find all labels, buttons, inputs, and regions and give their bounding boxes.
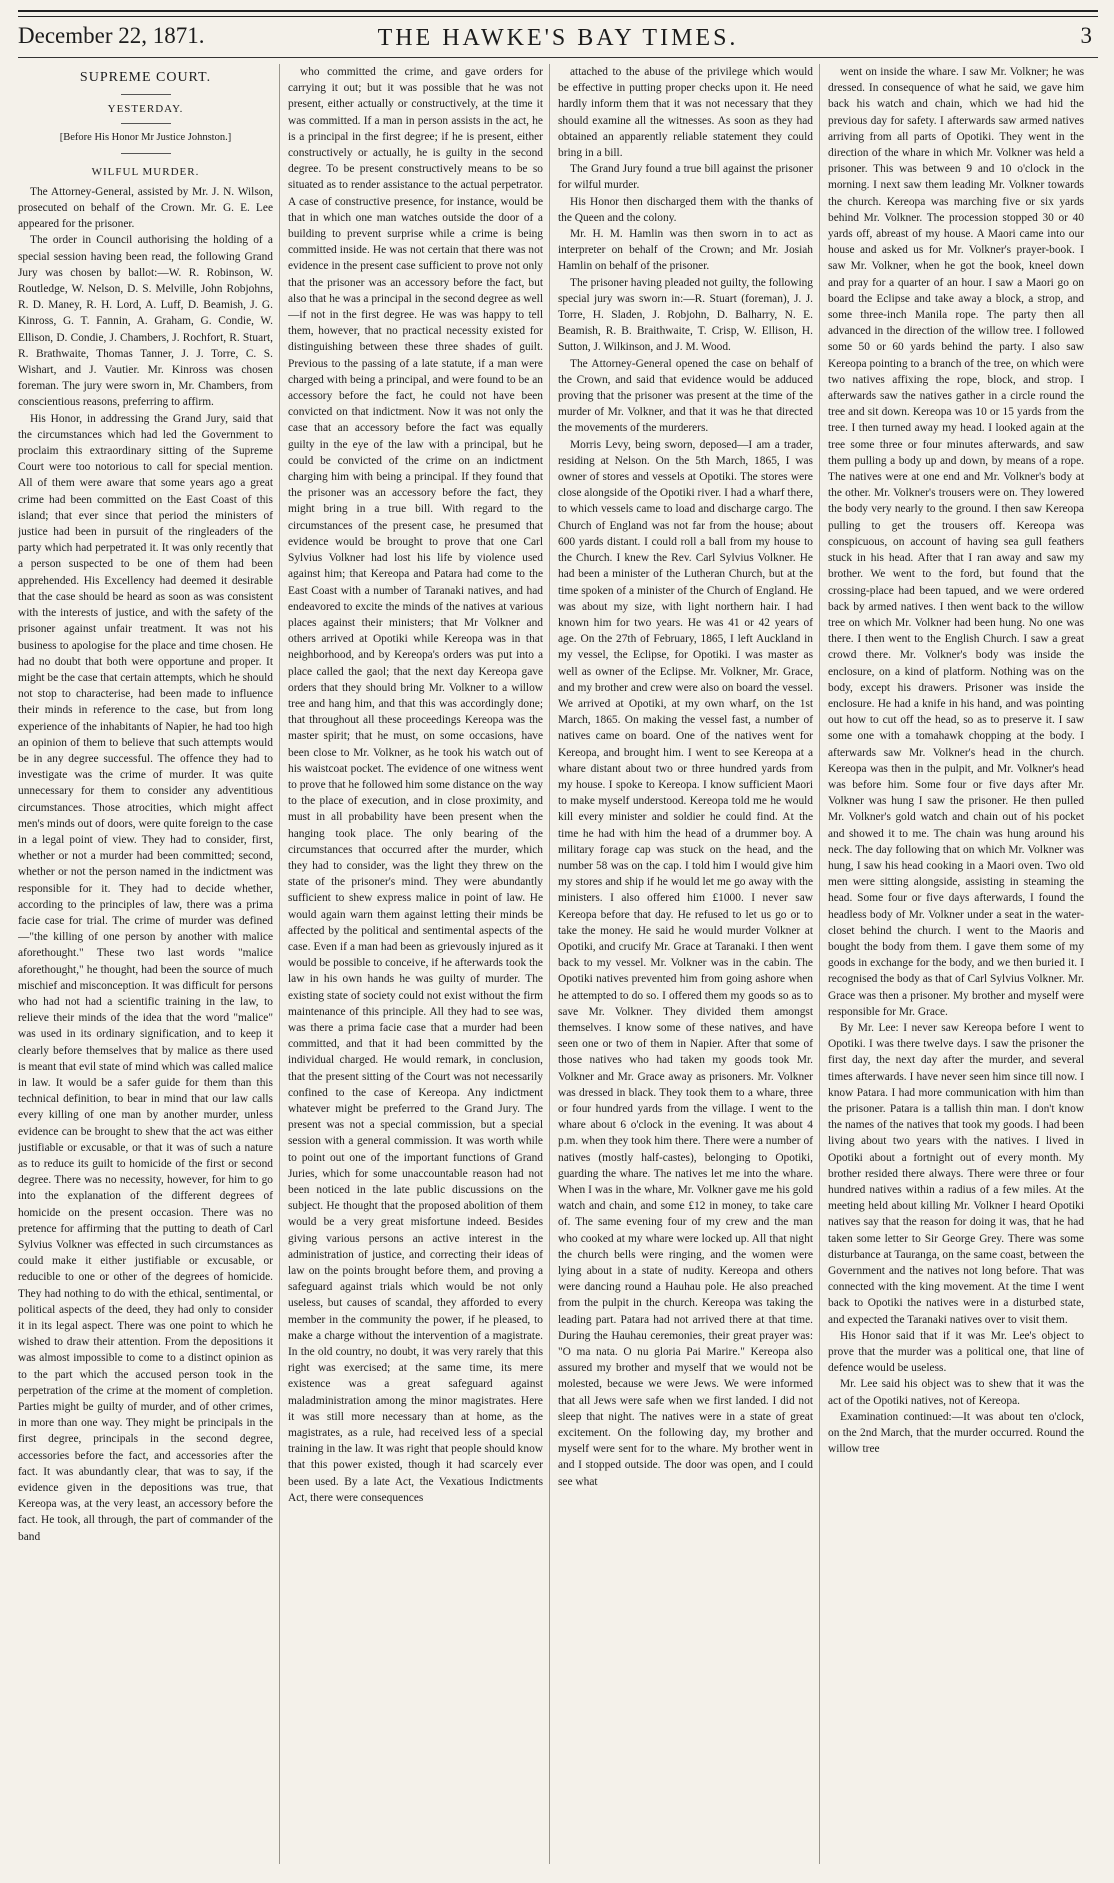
article-paragraph: Mr. H. M. Hamlin was then sworn in to act as interpreter on behalf of the Crown; and Mr. Josiah Hamlin on behalf of the prisoner. (558, 228, 813, 273)
article-columns (18, 64, 1098, 1864)
issue-date: December 22, 1871. (18, 23, 205, 48)
article-paragraph: His Honor, in addressing the Grand Jury, said that the circumstances which had led the Government to proclaim this extraordinary sitting of the Supreme Court were too notorious to call for special mention. All of them were aware that some years ago a great crime had been committed on the East Coast of this island; that ever since that period the ministers of justice had been in pursuit of the ringleaders of the party which had perpetrated it. It was only recently that a person suspected to be one of them had been apprehended. His Excellency had deemed it desirable that the case should be heard as soon as was consistent with the interests of justice, and with the safety of the prisoner against unfair treatment. It was not his business to apologise for the place and time chosen. He had no doubt that both were opportune and proper. It might be the case that certain attempts, which he should not stop to characterise, had been made to influence their minds in reference to the case, but from long experience of the inhabitants of Napier, he had too high an opinion of them to believe that such attempts would be in any degree successful. The offence they had to investigate was the crime of murder. It was quite unnecessary for them to consider any adventitious circumstances. Those atrocities, which might affect men's minds out of doors, were quite foreign to the case in a legal point of view. They had to consider, first, whether or not a murder had been committed; second, whether or not the person named in the indictment was responsible for it. They had to decide whether, according to the principles of law, there was a prima facie case for trial. The crime of murder was defined—"the killing of one person by another with malice aforethought." These two last words "malice aforethought," he thought, had been the source of much mischief and misconception. It was difficult for persons who had not had a scientific training in the law, to relieve their minds of the idea that the word "malice" was used in its ordinary signification, and to keep it clearly before themselves that by malice as there used is meant that evil state of mind which was called malice in law. It would be a safer guide for them than this technical definition, to bear in mind that our law calls every killing of one man by another murder, unless evidence can be brought to shew that the act was either justifiable or excusable, or that it was of such a nature as to reduce its guilt to homicide of the first or second degree. There was no necessity, however, for him to go into the explanation of the different degrees of homicide on the present occasion. There was no pretence for affirming that the putting to death of Carl Sylvius Volkner was effected in such circumstances as could make it either justifiable or excusable, or reducible to one or other of the degrees of homicide. They had nothing to do with the ethical, sentimental, or political aspects of the deed, they had only to consider it in its legal aspect. There was one point to which he wished to draw their attention. From the depositions it was almost impossible to come to a distinct opinion as to the part which the accused person took in the perpetration of the crime at the moment of completion. Parties might be guilty of murder, and of other crimes, in more than one way. They might be principals in the first degree, principals in the second degree, accessories before the fact, and accessories after the fact. It was abundantly clear, that was to say, if the evidence given in the depositions was true, that Kereopa was, at the very least, an accessory before the fact. He took, all through, the part of commander of the band (18, 412, 273, 1543)
article-paragraph: The Grand Jury found a true bill against the prisoner for wilful murder. (558, 163, 813, 192)
article-paragraph: The prisoner having pleaded not guilty, the following special jury was sworn in:—R. Stuart (foreman), J. J. Torre, H. Sladen, J. Robjohn, D. Balharry, N. E. Beamish, R. B. Braithwaite, T. Crisp, W. Ellison, H. Sutton, J. Wilkinson, and J. M. Wood. (558, 276, 813, 354)
column-4-paragraphs (828, 64, 1084, 1457)
article-paragraph: attached to the abuse of the privilege which would be effective in putting proper checks upon it. He need hardly inform them that it was not necessary that they should examine all the witnesses. As soon as they had obtained an apparently reliable statement they could bring in a bill. (558, 66, 813, 160)
masthead-top-rule (18, 10, 1098, 17)
article-paragraph: His Honor said that if it was Mr. Lee's object to prove that the murder was a political one, that line of defence would be useless. (828, 1329, 1084, 1375)
column-2 (288, 64, 550, 1864)
heading-rule (121, 94, 171, 95)
newspaper-title: THE HAWKE'S BAY TIMES. (377, 25, 739, 51)
article-paragraph: who committed the crime, and gave orders for carrying it out; but it was possible that he was not present, either actually or constructively, at the time it was committed. If a man in person assists in the act, he is a principal in the first degree; if he is present, either constructively or actually, he is guilty in the second degree. To be present constructively means to be so situated as to render assistance to the actual perpetrator. A case of constructive presence, for instance, would be that in which one man watches outside the door of a building to prevent surprise while a crime is being committed inside. He was not certain that there was not evidence in the present case sufficient to prove not only that the prisoner was an accessory before the fact, but also that he was a principal in the second degree as well—if not in the first degree. He was was happy to tell them, however, that no practical necessity existed for distinguishing between these three shades of guilt. Previous to the passing of a late statute, if a man were charged with being a principal, and were found to be an accessory before the fact, he could not have been convicted on that indictment. Now it was not only the case that an accessory before the fact was equally guilty in the eye of the law with a principal, but he could be convicted of the crime on an indictment charging him with being a principal. If they found that the prisoner was an accessory before the fact, they might bring in a true bill. With regard to the circumstances of the present case, he presumed that evidence would be brought to prove that one Carl Sylvius Volkner had lost his life by violence used against him; that Kereopa and Patara had come to the East Coast with a number of Taranaki natives, and had endeavored to excite the minds of the natives at various places against their ministers; that Mr Volkner and others arrived at Opotiki while Kereopa was in that neighborhood, and by Kereopa's orders was put into a place called the gaol; that the next day Kereopa gave orders that they should bring Mr. Volkner to a willow tree and hang him, and that this was accordingly done; that throughout all these proceedings Kereopa was the master spirit; that he must, on some occasions, have been close to Mr. Volkner, as he took his watch out of his waistcoat pocket. The evidence of one witness went to prove that he followed him some distance on the way to the place of execution, and in close proximity, and must in all probability have been present when the hanging took place. The only bearing of the circumstances that occurred after the murder, which they had to consider, was the light they threw on the state of the prisoner's mind. They were abundantly sufficient to shew express malice in point of law. He would again warn them against letting their minds be affected by the political and sentimental aspects of the case. Even if a man had been as grievously injured as it would be possible to conceive, if he afterwards took the law in his own hands he was guilty of murder. The existing state of society could not exist without the firm maintenance of this principle. All they had to see was, was there a prima facie case that a murder had been committed, and that it had been committed by the individual charged. He would remark, in conclusion, that the present sitting of the Court was not necessarily confined to the case of Kereopa. Any indictment whatever might be preferred to the Grand Jury. The present was not a special commission, but a special session with a general commission. It was worth while to point out one of the important functions of Grand Juries, which for some unaccountable reason had not been noticed in the late public discussions on the subject. He thought that the proposed abolition of them would be a very great misfortune indeed. Besides giving various persons an active interest in the administration of justice, and correcting their ideas of law on the points brought before them, and proving a safeguard against trials which would be not only useless, but causes of scandal, they afforded to every member in the community the power, if he pleased, to make a charge without the intervention of a magistrate. In the old country, no doubt, it was very rarely that this right was exercised; at the same time, its mere existence was a great safeguard against maladministration among the minor magistrates. Here it was still more necessary than at home, as the magistrates, as a rule, had received less of a special training in the law. It was right that people should know that this power existed, though it had scarcely ever been used. By a late Act, the Vexatious Indictments Act, there were consequences (288, 66, 543, 1504)
column-4 (828, 64, 1090, 1864)
column-3-paragraphs (558, 64, 813, 1490)
article-paragraph: By Mr. Lee: I never saw Kereopa before I went to Opotiki. I was there twelve days. I saw the prisoner the first day, the next day after the murder, and several times afterwards. I have never seen him since till now. I know Patara. I had more communication with him than the prisoner. Patara is a tallish thin man. I don't know the names of the natives that took my goods. I had been living about two years with the natives. I lived in Opotiki about a fortnight out of every month. My brother resided there always. There were three or four hundred natives within a radius of a few miles. At the meeting held about killing Mr. Volkner I heard Opotiki natives say that the reason for doing it was, that he had taken some letter to Sir George Grey. There was some disturbance at Tauranga, on the same coast, between the Government and the natives not long before. That was connected with the king movement. At the time I went back to Opotiki the natives were in a disturbed state, and expected the Taranaki natives over to visit them. (828, 1021, 1084, 1326)
section-heading: WILFUL MURDER. (91, 165, 200, 178)
subheading-rule (121, 123, 171, 124)
masthead-divider (18, 57, 1098, 58)
page-number: 3 (1080, 23, 1092, 48)
column-1 (18, 64, 280, 1864)
article-paragraph: The Attorney-General opened the case on behalf of the Crown, and said that evidence would be adduced proving that the prisoner was present at the time of the murder of Mr. Volkner, and that it was he that directed the movements of the murderers. (558, 357, 813, 435)
article-paragraph: The Attorney-General, assisted by Mr. J. N. Wilson, prosecuted on behalf of the Crown. Mr. G. E. Lee appeared for the prisoner. (18, 185, 273, 231)
masthead (18, 23, 1098, 53)
article-paragraph: went on inside the whare. I saw Mr. Volkner; he was dressed. In consequence of what he said, we gave him back his watch and chain, which we had hid the previous day for safety. I afterwards saw armed natives arriving from all parts of Opotiki. They went in the direction of the whare in which Mr. Volkner was held a prisoner. This was between 9 and 10 o'clock in the morning. I next saw them leading Mr. Volkner towards the church. Kereopa was marching five or six yards behind Mr. Volkner. The procession stopped 30 or 40 yards off, abreast of my house. A Maori came into our house and asked us for Mr. Volkner's prayer-book. I saw Mr. Volkner, when he got the book, kneel down and pray for a quarter of an hour. I saw a Maori go on board the Eclipse and take away a block, a strop, and some three-inch Manila rope. The party then all advanced in the direction of the willow tree. I followed some 50 or 60 yards behind the party. I also saw Kereopa pointing to a branch of the tree, on which were two natives affixing the rope, block, and strop. I afterwards saw the natives gather in a circle round the tree and sit down. Kereopa was 10 or 15 yards from the tree. I then turned away my head. I looked again at the tree some three or four minutes afterwards, and saw them pulling a body up and down, by means of a rope. The natives were at one end and Mr. Volkner's body at the other. Mr. Volkner's trousers were on. They lowered the body very nearly to the ground. I then saw Kereopa pulling to get the trousers off. Kereopa was conspicuous, on account of having sea gull feathers stuck in his head. After that I ran away and saw my brother. We went to the ford, but found that the crossing-place had been tapued, and we were ordered back by armed natives. I then went back to the willow tree on which Mr. Volkner had been hung. No one was there. I then went to the English Church. I saw a great crowd there. Mr. Volkner's body was inside the enclosure, on a kind of platform. Nothing was on the body, except his drawers. Prisoner was inside the enclosure. He had a knife in his hand, and was pointing out how to cut off the head, so as to preserve it. I saw some one with a tomahawk chopping at the body. I afterwards saw Mr. Volkner's head in the church. Kereopa was then in the pulpit, and Mr. Volkner's head was before him. Some four or five days after Mr. Volkner was hung I saw the prisoner. He then pulled Mr. Volkner's gold watch and chain out of his pocket and showed it to me. The chain was hung around his neck. The day following that on which Mr. Volkner was hung, I saw his head cooking in a Maori oven. Two old men were sitting alongside, assisting in steaming the head. Some four or five days afterwards, I found the headless body of Mr. Volkner under a seat in the water-closet behind the church. I went to the Maoris and bought the body from them. I gave them some of my goods in exchange for the body, and we then buried it. I recognised the body as that of Carl Sylvius Volkner. Mr. Grace was then a prisoner. My brother and myself were responsible for Mr. Grace. (828, 66, 1084, 1018)
bench-note: [Before His Honor Mr Justice Johnston.] (59, 132, 232, 144)
article-paragraph: His Honor then discharged them with the thanks of the Queen and the colony. (558, 195, 813, 224)
column-1-paragraphs (18, 184, 273, 1545)
column-2-paragraphs (288, 64, 543, 1506)
article-subheading: YESTERDAY. (107, 103, 184, 116)
article-heading: SUPREME COURT. (79, 70, 212, 85)
article-paragraph: Morris Levy, being sworn, deposed—I am a trader, residing at Nelson. On the 5th March, 1865, I was owner of stores and vessels at Opotiki. The stores were close alongside of the Opotiki river. I had a wharf there, to which vessels came to load and discharge cargo. The Church of England was not far from the house; about 600 yards distant. I could roll a ball from my house to the Church. I knew the Rev. Carl Sylvius Volkner. He had been a minister of the Lutheran Church, but at the time spoken of a minister of the Church of England. He was about my size, with light northern hair. I had known him for two years. He was 41 or 42 years of age. On the 27th of February, 1865, I left Auckland in my vessel, the Eclipse, for Opotiki. I was master as well as owner of the Eclipse. Mr. Volkner, Mr. Grace, and my brother and crew were also on board the vessel. We arrived at Opotiki, at my own wharf, on the 1st March, 1865. On making the vessel fast, a number of natives came on board. One of the natives went for Kereopa, and brought him. I went to see Kereopa at a whare distant about two or three hundred yards from my house. I spoke to Kereopa. I know sufficient Maori to make myself understood. Kereopa told me he would kill every minister and soldier he could find. At the time he had with him the head of a drummer boy. A military forage cap was stuck on the head, and the number 58 was on the cap. I told him I would give him my stores and ship if he would let me go away with the ministers. I also offered him £1000. I never saw Kereopa before that day. He refused to let us go or to take the money. He said he would murder Volkner at Opotiki, and crucify Mr. Grace at Taranaki. I then went back to my vessel. Mr. Volkner was in the cabin. The Opotiki natives prevented him from going ashore when he attempted to do so. I offered them my goods so as to save Mr. Volkner. They divided them amongst themselves. I know some of these natives, and have seen one or two of them in Napier. After that some of those natives who had taken my goods took Mr. Volkner and Mr. Grace away as prisoners. Mr. Volkner was dressed in black. They took them to a whare, three or four hundred yards from the village. I went to the whare about 6 o'clock in the evening. It was about 4 p.m. when they took him there. There were a number of natives (mostly half-castes), belonging to Opotiki, guarding the whare. The natives let me into the whare. When I was in the whare, Mr. Volkner gave me his gold watch and chain, and some £12 in money, to take care of. The same evening four of my crew and the man who cooked at my whare were locked up. All that night the church bells were ringing, and the women were lying about in a state of nudity. Kereopa and others were dancing round a Hauhau pole. He also preached from the pulpit in the church. Kereopa was taking the leading part. Patara had not arrived there at that time. During the Hauhau ceremonies, their great prayer was: "O ma nata. O nu gloria Pai Marire." Kereopa also assured my brother and myself that we would not be molested, because we were Jews. We were informed that all Jews were safe when we first landed. I did not sleep that night. The natives were in a state of great excitement. On the following day, my brother and myself were sent for to the whare. My brother went in and I stopped outside. The door was open, and I could see what (558, 438, 813, 1488)
bench-note-rule (121, 153, 171, 154)
article-paragraph: Examination continued:—It was about ten o'clock, on the 2nd March, that the murder occurred. Round the willow tree (828, 1410, 1084, 1456)
column-3 (558, 64, 820, 1864)
article-paragraph: The order in Council authorising the holding of a special session having been read, the following Grand Jury was chosen by ballot:—W. R. Robinson, W. Routledge, W. Nelson, D. S. Melville, John Robjohns, R. D. Maney, R. H. Lord, A. Luff, D. Beamish, J. G. Kinross, G. T. Fannin, A. Graham, G. Condie, W. Ellison, D. Condie, J. Chambers, J. Rochfort, R. Stuart, R. Brathwaite, Thomas Tanner, J. J. Torre, C. S. Wishart, and J. Vautier. Mr. Kinross was chosen foreman. The jury were sworn in, Mr. Chambers, from conscientious reasons, preferring to affirm. (18, 234, 273, 409)
article-paragraph: Mr. Lee said his object was to shew that it was the act of the Opotiki natives, not of Kereopa. (828, 1378, 1084, 1407)
